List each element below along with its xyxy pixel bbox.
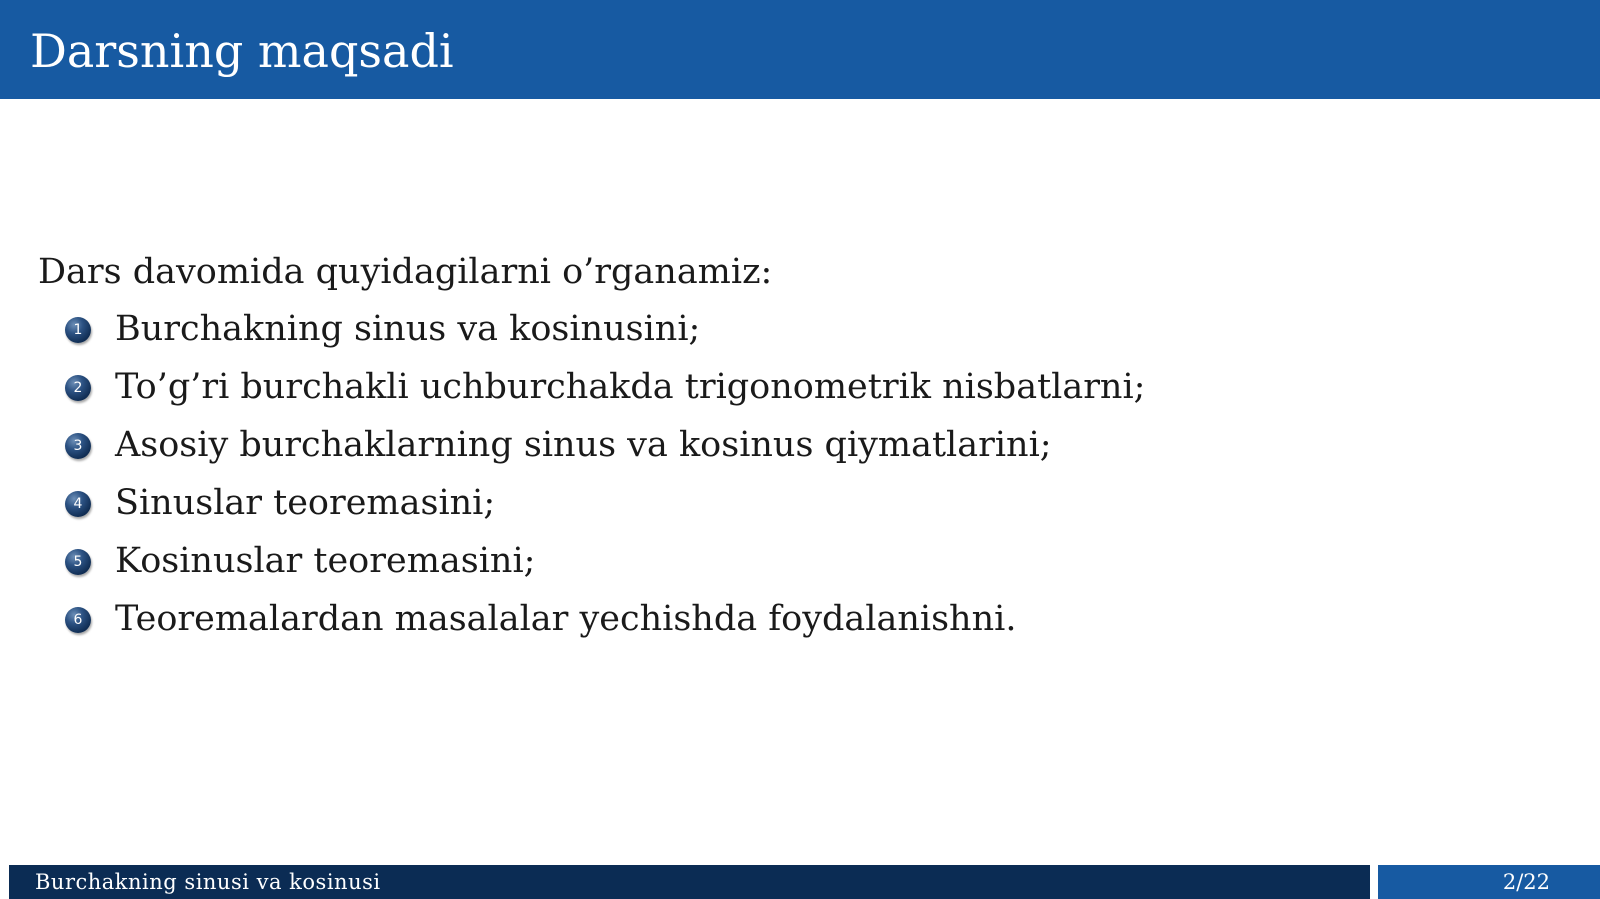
list-item-text: Asosiy burchaklarning sinus va kosinus qiymatlarini; xyxy=(115,425,1052,465)
objectives-list xyxy=(38,301,1538,649)
footer-presentation-title: Burchakning sinusi va kosinusi xyxy=(35,870,381,894)
footer-title-bar xyxy=(9,865,1370,899)
list-item-text: To’g’ri burchakli uchburchakda trigonometrik nisbatlarni; xyxy=(115,367,1146,407)
numbered-bullet-icon: 3 xyxy=(65,433,91,459)
list-item xyxy=(38,301,1538,359)
numbered-bullet-icon: 1 xyxy=(65,317,91,343)
list-item-text: Sinuslar teoremasini; xyxy=(115,483,496,523)
list-item xyxy=(38,359,1538,417)
intro-text: Dars davomida quyidagilarni o’rganamiz: xyxy=(38,252,773,292)
list-item-text: Burchakning sinus va kosinusini; xyxy=(115,309,701,349)
list-item xyxy=(38,417,1538,475)
slide-content xyxy=(38,248,1538,649)
list-item-text: Kosinuslar teoremasini; xyxy=(115,541,536,581)
page-number: 2/22 xyxy=(1502,870,1550,894)
slide-title: Darsning maqsadi xyxy=(30,24,454,78)
numbered-bullet-icon: 6 xyxy=(65,607,91,633)
list-item-text: Teoremalardan masalalar yechishda foydalanishni. xyxy=(115,599,1017,639)
list-item xyxy=(38,475,1538,533)
numbered-bullet-icon: 5 xyxy=(65,549,91,575)
footer-page-bar xyxy=(1378,865,1600,899)
list-item xyxy=(38,591,1538,649)
numbered-bullet-icon: 2 xyxy=(65,375,91,401)
slide-header xyxy=(0,0,1600,99)
numbered-bullet-icon: 4 xyxy=(65,491,91,517)
list-item xyxy=(38,533,1538,591)
